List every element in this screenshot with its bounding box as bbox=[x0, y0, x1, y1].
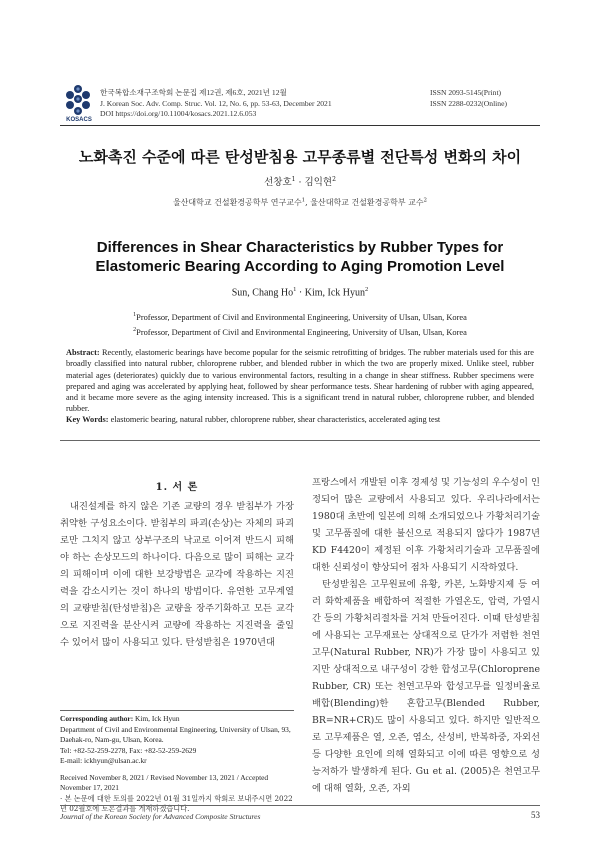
author-en-1: Sun, Chang Ho bbox=[231, 287, 294, 299]
correspondence-block bbox=[60, 714, 294, 794]
affiliation-en-2-sup: 2 bbox=[133, 326, 137, 333]
left-column-body bbox=[60, 498, 294, 651]
affiliation-en-1-sup: 1 bbox=[133, 312, 137, 318]
corresponding-author-name: Kim, Ick Hyun bbox=[133, 714, 180, 723]
abstract-rule bbox=[60, 440, 540, 441]
aff-ko-2: 울산대학교 건설환경공학부 교수 bbox=[310, 198, 424, 207]
keywords-label: Key Words: bbox=[66, 415, 109, 424]
affiliation-en-1 bbox=[60, 309, 540, 324]
author-en-sep: · bbox=[296, 287, 305, 299]
logo-emblem-icon bbox=[62, 83, 94, 117]
author-en-2-sup: 2 bbox=[365, 286, 369, 293]
aff-ko-1-sup: 1 bbox=[301, 197, 306, 204]
author-ko-sep: · bbox=[295, 177, 305, 188]
journal-logo bbox=[62, 83, 94, 117]
abstract-label: Abstract: bbox=[66, 348, 100, 357]
author-en-1-sup: 1 bbox=[293, 286, 297, 293]
authors-en bbox=[60, 286, 540, 298]
issn-online: ISSN 2288-0232(Online) bbox=[430, 98, 507, 108]
corresponding-address: Department of Civil and Environmental Engineering, University of Ulsan, 93, Daehak-ro, Nam-gu, Ulsan, Korea. bbox=[60, 724, 291, 744]
title-en-line-2: Elastomeric Bearing According to Aging Promotion Level bbox=[95, 258, 505, 275]
journal-header-right bbox=[430, 88, 540, 109]
body-paragraph: 내진설계를 하지 않은 기존 교량의 경우 받침부가 가장 취약한 구성요소이다. 받침부의 파괴(손상)는 자체의 파괴로만 그치지 않고 상부구조의 낙교로 이어져 반드시 피해야 하는 손상모드의 하나이다. 다음으로 많이 피해는 교각의 피해이며 이에 대한 보강방법은 교각에 작용하는 지진력을 감소시키는 것이 하나의 방법이다. 유연한 고무계열의 교량받침(탄성받침)은 교량을 장주기화하고 모든 교각으로 지진력을 분산시켜 교량에 작용하는 지진력을 줄일 수 있어서 많이 사용되고 있다. 탄성받침은 1970년대 bbox=[60, 501, 294, 648]
paper-title-en bbox=[60, 238, 540, 276]
abstract bbox=[66, 347, 534, 415]
author-ko-1: 선창호 bbox=[264, 177, 292, 188]
author-ko-2: 김익현 bbox=[304, 177, 333, 188]
authors-ko bbox=[60, 174, 540, 188]
title-en-line-1: Differences in Shear Characteristics by Rubber Types for bbox=[96, 239, 504, 256]
page-number: 53 bbox=[531, 810, 540, 820]
received-dates: Received November 8, 2021 / Revised November 13, 2021 / Accepted November 17, 2021 bbox=[60, 772, 269, 792]
affiliations-en bbox=[60, 309, 540, 339]
keywords bbox=[66, 415, 534, 424]
header-rule bbox=[60, 125, 540, 126]
header-line-en: J. Korean Soc. Adv. Comp. Struc. Vol. 12, No. 6, pp. 53-63, December 2021 bbox=[100, 98, 332, 108]
keywords-text: elastomeric bearing, natural rubber, chloroprene rubber, shear characteristics, accelerated aging test bbox=[108, 415, 441, 424]
affiliation-en-2-text: Professor, Department of Civil and Environmental Engineering, University of Ulsan, Ulsan, Korea bbox=[136, 327, 467, 337]
author-ko-2-sup: 2 bbox=[332, 175, 336, 183]
author-ko-1-sup: 1 bbox=[291, 175, 296, 183]
footnote-rule bbox=[60, 710, 294, 711]
corresponding-author bbox=[60, 714, 294, 725]
body-paragraph: 프랑스에서 개발된 이후 경제성 및 기능성의 우수성이 인정되어 많은 교량에서 사용되고 있다. 우리나라에서는 1980대 초반에 일본에 의해 소개되었으나 가황처리기술 및 고무품질에 대한 불신으로 적용되지 않다가 1987년 KD F4420이 제정된 이후 가황처리기술과 고무품질에 대한 신뢰성이 향상되어 점차 사용되기 시작하였다. bbox=[312, 477, 540, 573]
section-heading-intro: 1. 서 론 bbox=[155, 482, 199, 493]
logo-label: KOSACS bbox=[66, 117, 92, 123]
affiliation-en-1-text: Professor, Department of Civil and Environmental Engineering, University of Ulsan, Ulsan, Korea bbox=[136, 312, 467, 322]
corresponding-author-label: Corresponding author: bbox=[60, 714, 134, 723]
journal-header-left bbox=[100, 88, 410, 120]
affiliation-ko bbox=[60, 197, 540, 208]
aff-ko-2-sup: 2 bbox=[423, 197, 428, 204]
issn-print: ISSN 2093-5145(Print) bbox=[430, 88, 502, 97]
discussion-note: · 본 논문에 대한 토의를 2022년 01월 31일까지 학회로 보내주시면 2022년 02월호에 토론결과를 게재하겠습니다. bbox=[60, 794, 293, 813]
right-column-body bbox=[312, 474, 540, 797]
header-line-ko: 한국복합소재구조학회 논문집 제12권, 제6호, 2021년 12월 bbox=[100, 88, 287, 97]
paper-title-ko: 노화촉진 수준에 따른 탄성받침용 고무종류별 전단특성 변화의 차이 bbox=[78, 148, 522, 166]
author-en-2: Kim, Ick Hyun bbox=[304, 287, 366, 299]
footer-journal-name: Journal of the Korean Society for Advanced Composite Structures bbox=[60, 812, 261, 821]
affiliation-en-2 bbox=[60, 324, 540, 339]
aff-ko-1: 울산대학교 건설환경공학부 연구교수 bbox=[172, 198, 302, 207]
aff-ko-sep: , bbox=[305, 198, 311, 207]
body-paragraph: 탄성받침은 고무원료에 유황, 카본, 노화방지제 등 여러 화학제품을 배합하여 적절한 가열온도, 압력, 가열시간 등의 가황처리절차를 거쳐 만들어진다. 이때 탄성받침에 사용되는 고무재료는 상대적으로 단가가 저렴한 천연고무(Natural Rubber, NR)가 가장 많이 사용되고 있지만 상대적으로 내구성이 강한 합성고무(Chloroprene Rubber, CR) 또는 천연고무와 합성고무를 일정비율로 배합(Blending)한 혼합고무(Blended Rubber, BR=NR+CR)도 많이 사용되고 있다. 하지만 일반적으로 고무제품은 열, 오존, 염소, 산성비, 반복하중, 자외선 등 다양한 요인에 의해 열화되고 이에 따른 영향으로 성능저하가 발생하게 된다. Gu et al. (2005)은 천연고무에 대해 열화, 오존, 자외 bbox=[312, 579, 540, 794]
corresponding-email: E-mail: ickhyun@ulsan.ac.kr bbox=[60, 756, 147, 765]
footer-rule bbox=[60, 805, 540, 806]
header-line-doi: DOI https://doi.org/10.11004/kosacs.2021.12.6.053 bbox=[100, 109, 257, 118]
abstract-text: Recently, elastomeric bearings have become popular for the seismic retrofitting of bridges. The rubber materials used for this are broadly classified into natural rubber, chloroprene rubber, and blended rubber in which the two are properly mixed. Unlike steel, rubber material ages (deteriorates) quickly due to various environmental factors, resulting in a change in shear stiffness. Rubber specimens were prepared and aging was accelerated by applying heat, followed by shear performance tests. Shear hardening of rubber with aging appeared, and it became more severe as the aging intensity increased. This is a significant trend in natural rubber, chloroprene rubber, and blended rubber. bbox=[66, 348, 534, 414]
corresponding-phone: Tel: +82-52-259-2278, Fax: +82-52-259-2629 bbox=[60, 745, 197, 755]
